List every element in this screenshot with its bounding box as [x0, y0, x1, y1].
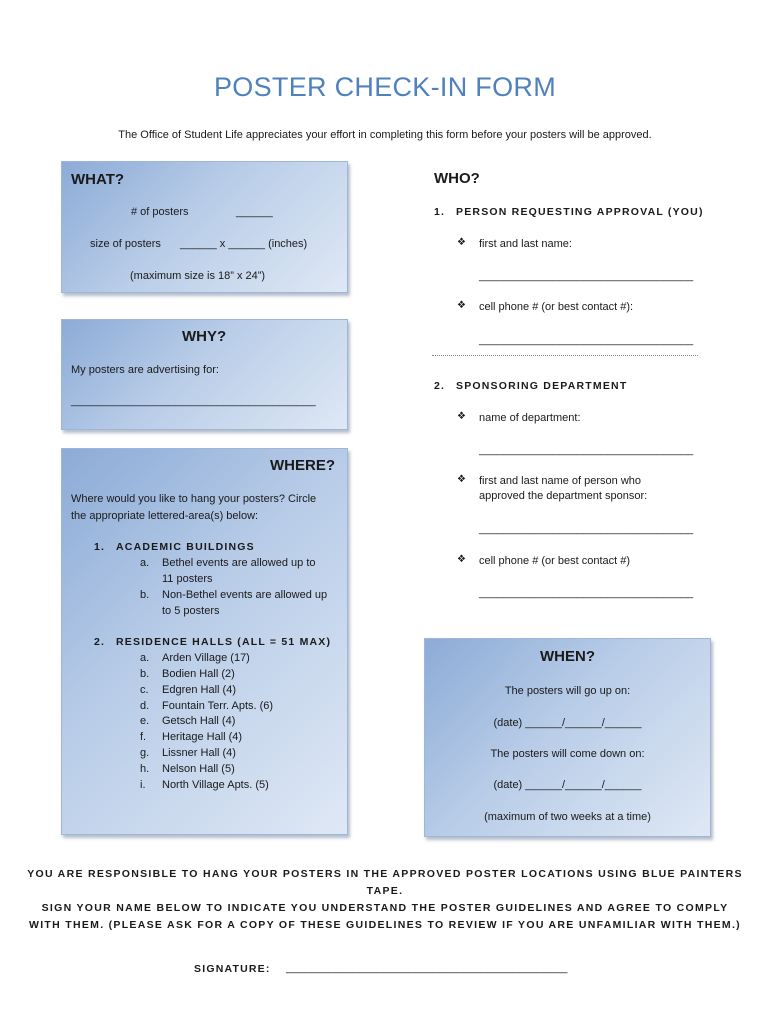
name-label: first and last name: — [479, 238, 572, 250]
sponsor-label-2: approved the department sponsor: — [479, 490, 648, 502]
who-section1-label: PERSON REQUESTING APPROVAL (YOU) — [456, 206, 704, 218]
bullet-diamond-icon: ❖ — [457, 300, 466, 311]
responsibility-notice — [20, 866, 750, 934]
max-size-note: (maximum size is 18” x 24”) — [130, 270, 266, 282]
residence-hall[interactable]: Getsch Hall (4) — [162, 715, 236, 727]
bullet-diamond-icon: ❖ — [457, 554, 466, 565]
residence-hall[interactable]: Arden Village (17) — [162, 652, 250, 664]
dept-label: name of department: — [479, 412, 581, 424]
where-heading: WHERE? — [270, 457, 335, 474]
why-heading: WHY? — [182, 328, 227, 345]
max-duration-note: (maximum of two weeks at a time) — [484, 811, 651, 823]
residence-letter: d. — [140, 700, 150, 712]
residence-letter: b. — [140, 668, 150, 680]
bullet-diamond-icon: ❖ — [457, 474, 466, 485]
academic-a-line2[interactable]: 11 posters — [162, 573, 213, 585]
residence-letter: i. — [140, 779, 146, 791]
signature-field[interactable]: ______________________________________________ — [286, 962, 568, 974]
up-date-field[interactable]: (date) ______/______/______ — [493, 717, 642, 729]
residence-letter: c. — [140, 684, 149, 696]
why-box — [61, 319, 348, 430]
cell-label: cell phone # (or best contact #): — [479, 301, 634, 313]
where-box — [61, 448, 348, 835]
residence-letter: e. — [140, 715, 150, 727]
bullet-diamond-icon: ❖ — [457, 411, 466, 422]
residence-label: RESIDENCE HALLS (ALL = 51 MAX) — [116, 636, 332, 648]
where-prompt-1: Where would you like to hang your posters? Circle — [71, 493, 317, 505]
down-label: The posters will come down on: — [490, 748, 645, 760]
academic-num: 1. — [94, 541, 106, 553]
when-heading: WHEN? — [540, 648, 595, 665]
who-divider — [432, 355, 698, 356]
academic-a-letter: a. — [140, 557, 150, 569]
page-title: POSTER CHECK-IN FORM — [213, 72, 556, 102]
residence-hall[interactable]: Heritage Hall (4) — [162, 731, 243, 743]
notice-line-3: WITH THEM. (PLEASE ASK FOR A COPY OF THESE GUIDELINES TO REVIEW IF YOU ARE UNFAMILIAR WITH THEM.) — [29, 919, 741, 931]
notice-line-1: YOU ARE RESPONSIBLE TO HANG YOUR POSTERS IN THE APPROVED POSTER LOCATIONS USING BLUE PAINTERS TAPE. — [27, 868, 743, 897]
academic-b-line1[interactable]: Non-Bethel events are allowed up — [162, 589, 328, 601]
residence-hall[interactable]: Nelson Hall (5) — [162, 763, 235, 775]
residence-letter: g. — [140, 747, 150, 759]
num-posters-label: # of posters — [131, 206, 189, 218]
who-section1-num: 1. — [434, 206, 446, 218]
residence-hall[interactable]: Lissner Hall (4) — [162, 747, 236, 759]
residence-hall[interactable]: Bodien Hall (2) — [162, 668, 235, 680]
residence-letter: a. — [140, 652, 150, 664]
who-heading: WHO? — [434, 170, 480, 187]
sponsor-field[interactable]: ___________________________________ — [479, 523, 694, 535]
signature-label: SIGNATURE: — [194, 963, 271, 975]
cell2-label: cell phone # (or best contact #) — [479, 555, 631, 567]
academic-a-line1[interactable]: Bethel events are allowed up to — [162, 557, 316, 569]
academic-b-letter: b. — [140, 589, 150, 601]
size-label: size of posters — [90, 238, 161, 250]
why-prompt: My posters are advertising for: — [71, 364, 219, 376]
what-heading: WHAT? — [71, 171, 125, 188]
down-date-field[interactable]: (date) ______/______/______ — [493, 779, 642, 791]
academic-label: ACADEMIC BUILDINGS — [116, 541, 255, 553]
residence-letter: h. — [140, 763, 150, 775]
name-field[interactable]: ___________________________________ — [479, 270, 694, 282]
where-prompt-2: the appropriate lettered-area(s) below: — [71, 510, 259, 522]
residence-hall[interactable]: Edgren Hall (4) — [162, 684, 236, 696]
up-label: The posters will go up on: — [504, 685, 631, 697]
academic-b-line2[interactable]: to 5 posters — [162, 605, 220, 617]
what-box — [61, 161, 348, 293]
residence-hall[interactable]: Fountain Terr. Apts. (6) — [162, 700, 274, 712]
num-posters-field[interactable]: ______ — [236, 206, 273, 218]
who-section2-label: SPONSORING DEPARTMENT — [456, 380, 628, 392]
dept-field[interactable]: ___________________________________ — [479, 444, 694, 456]
cell-field[interactable]: ___________________________________ — [479, 334, 694, 346]
who-section2-num: 2. — [434, 380, 446, 392]
notice-line-2: SIGN YOUR NAME BELOW TO INDICATE YOU UNDERSTAND THE POSTER GUIDELINES AND AGREE TO COMPLY — [41, 902, 729, 914]
sponsor-label-1: first and last name of person who — [479, 475, 642, 487]
residence-num: 2. — [94, 636, 106, 648]
residence-letter: f. — [140, 731, 147, 743]
intro-text: The Office of Student Life appreciates your effort in completing this form before your posters will be approved. — [118, 129, 652, 141]
when-box — [424, 638, 711, 837]
residence-hall[interactable]: North Village Apts. (5) — [162, 779, 269, 791]
bullet-diamond-icon: ❖ — [457, 237, 466, 248]
why-field[interactable]: ________________________________________ — [71, 395, 316, 407]
cell2-field[interactable]: ___________________________________ — [479, 587, 694, 599]
size-field[interactable]: ______ x ______ (inches) — [180, 238, 308, 250]
